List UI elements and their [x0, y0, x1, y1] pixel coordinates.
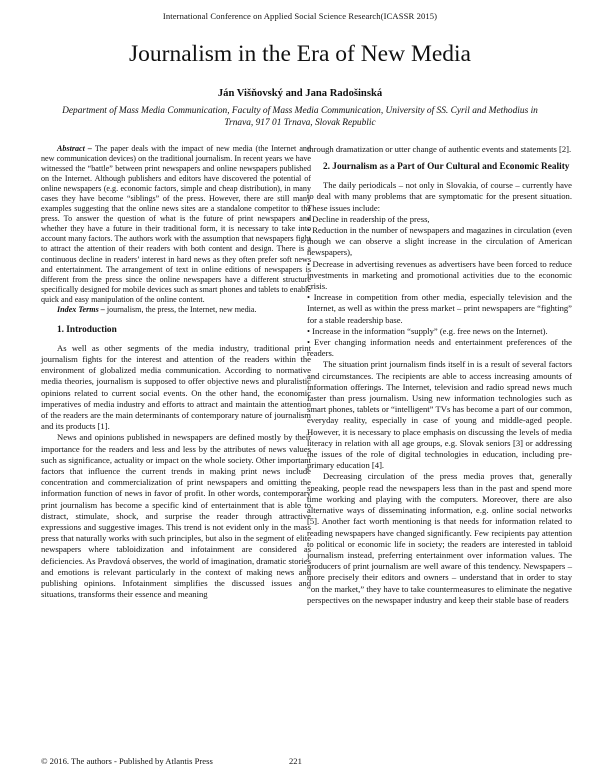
index-terms [41, 305, 311, 315]
left-column [41, 144, 311, 600]
bullet-item: • Decrease in advertising revenues as advertisers have been forced to reduce investments in marketing and promotional activities due to the economic crisis. [307, 258, 572, 292]
abstract-paragraph [41, 144, 311, 305]
conference-header: International Conference on Applied Social Science Research(ICASSR 2015) [162, 11, 438, 21]
body-paragraph: Decreasing circulation of the press media proves that, generally speaking, people read the newspapers less than in the past and spend more time working and playing with the computers. Moreover, there are also alternative ways of disseminating information, e.g. online social networks [5]. Another fact worth mentioning is that needs for information related to reading newspapers have changed significantly. Few recipients pay attention to political or economic life in society; the readers are interested in tabloid journalism instead, preferring entertainment over information values. The producers of print journalism are well aware of this tendency. Newspapers – more precisely their editors and owners – understand that in order to stay “on the market,” they have to take countermeasures to eliminate the negative perspectives on the newspaper industry and keep their stable base of readers [307, 471, 572, 605]
section-heading-journalism: 2. Journalism as a Part of Our Cultural and Economic Reality [323, 162, 570, 173]
paper-title: Journalism in the Era of New Media [129, 41, 471, 67]
introduction-section [41, 324, 311, 601]
bullet-item: • Ever changing information needs and entertainment preferences of the readers. [307, 337, 572, 359]
abstract [41, 144, 311, 315]
body-paragraph: The daily periodicals – not only in Slovakia, of course – currently have to deal with many problems that are symptomatic for the present situation. These issues include: [307, 180, 572, 213]
bullet-item: • Decline in readership of the press, [307, 213, 430, 224]
author-affiliation [60, 105, 540, 129]
index-terms-text: journalism, the press, the Internet, new media. [104, 304, 257, 314]
affiliation-line-1: Department of Mass Media Communication, Faculty of Mass Media Communication, University of SS. Cyril and Methodius in [62, 106, 538, 116]
body-paragraph: through dramatization or utter change of authentic events and statements [2]. [307, 144, 572, 154]
abstract-text: The paper deals with the impact of new media (the Internet and new communication devices) on the traditional journalism. In recent years we have witnessed the “battle” between print newspapers and online newspapers published on the Internet. Although publishers and editors have discovered the potential of online newspapers (e.g. economic factors, simple and cheap distribution), in many cases they have become “siblings” of the press. However, there are still many examples suggesting that the online news sites are a standalone competitor to the press. To answer the question of what is the future of print newspapers and whether they have a future in their traditional form, it is necessary to take into account many factors. The authors work with the assumption that newspapers fight to attract the attention of their readers with both content and design. There is a continuous decline in readers’ interest in hard news as they often prefer soft news and entertainment. The arrangement of text in online editions of newspapers is different from the press since the online newspapers have a different structure specifically designed for mobile devices such as smart phones and tablets to enable quick and easy manipulation of the online content. [41, 144, 312, 304]
body-paragraph: The situation print journalism finds itself in is a result of several factors and circumstances. The recipients are able to access increasing amounts of information offerings. The Internet, television and radio spread news much faster than press journalism. Using new information technologies such as smart phones, tablets or “intelligent” TVs has become a part of our common, everyday reality, especially in case of young and middle-aged people. However, it is necessary to place emphasis on discussing the levels of media literacy in relation with all age groups, e.g. Slovak seniors [3] or addressing the issues of the role of digital technologies in education, including pre-primary education [4]. [307, 359, 572, 471]
right-column [307, 144, 572, 606]
bullet-item: • Increase in the information “supply” (e.g. free news on the Internet). [307, 325, 548, 336]
bullet-item: • Increase in competition from other media, especially television and the Internet, as well as within the press market – print newspapers are “fighting” for a stable readership base. [307, 292, 572, 325]
index-terms-label: Index Terms – [57, 304, 105, 314]
affiliation-line-2: Trnava, 917 01 Trnava, Slovak Republic [224, 118, 376, 128]
bullet-item: • Reduction in the number of newspapers and magazines in circulation (even though we can observe a slight increase in the circulation of American newspapers), [307, 225, 572, 258]
copyright-notice: © 2016. The authors - Published by Atlantis Press [41, 756, 213, 766]
abstract-label: Abstract – [57, 144, 92, 153]
page-number: 221 [289, 756, 302, 766]
section-heading-introduction: 1. Introduction [57, 324, 117, 335]
paper-authors: Ján Višňovský and Jana Radošinská [217, 88, 383, 99]
body-paragraph: News and opinions published in newspapers are defined mostly by their importance for the readers and less and less by the attributes of news values such as significance, actuality or impact on the whole society. Other important factors that influence the current trends in making print news include concentration and commercialization of print newspapers and omitting the information function of news in favor of profit. In other words, contemporary print journalism has become a specific kind of entertainment that is able to distract, stimulate, shock, and surprise the reader through attractive expressions and suggestive images. This trend is not evident only in the mass press that naturally works with such principles, but also in the segment of elite newspapers where tabloidization and infotainment are considered as deficiencies. As Pravdová observes, the world of imagination, dramatic stories and emotions is relevant particularly in the context of making news and publishing opinions. Infotainment simplifies the discussed issues and situations, transforms their essence and meaning [41, 432, 311, 600]
body-paragraph: As well as other segments of the media industry, traditional print journalism fights for the interest and attention of the readers within the environment of globalized media communication. According to normative media theories, journalism is supposed to offer objective news and pluralistic opinions related to current social events. On the other hand, the economic imperatives of media industry and efforts to attract and maintain the attention of the readers are the main determinants of contemporary nature of journalism and its products [1]. [41, 342, 311, 432]
